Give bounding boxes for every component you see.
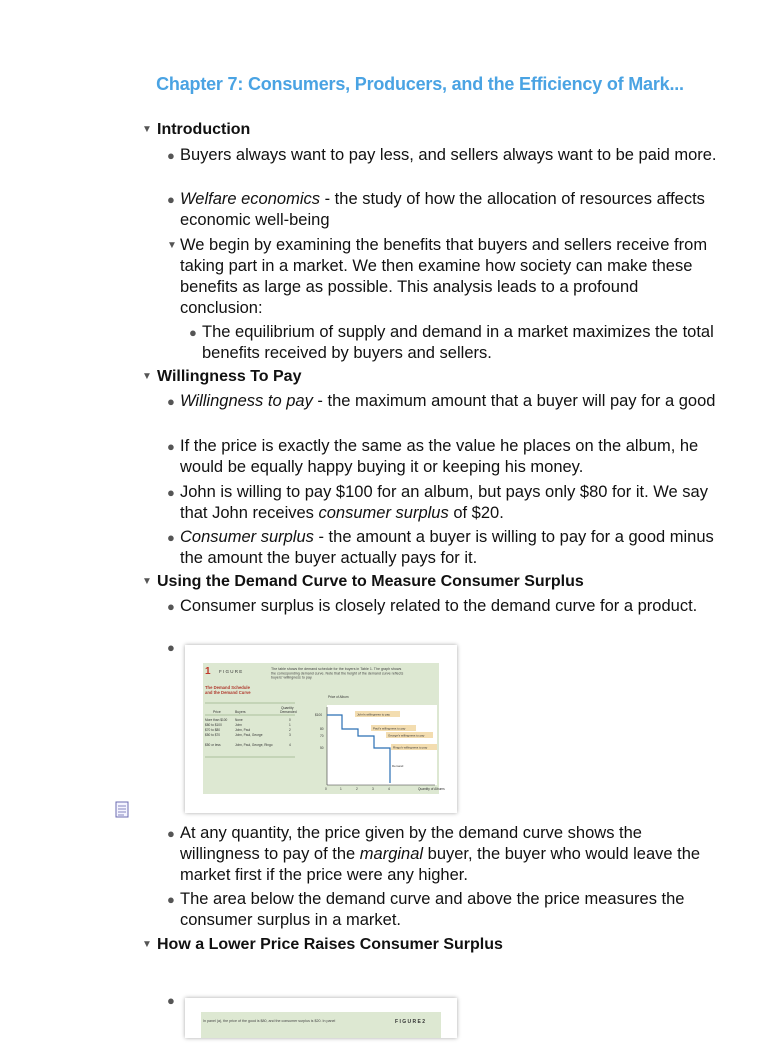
bullet-icon: ● [167,599,175,614]
table-cell: John, Paul, George [235,733,263,737]
item-text: At any quantity, the price given by the demand curve shows the willingness to pay of the [180,824,642,863]
item-text: The area below the demand curve and above the price measures the consumer surplus in a market. [180,890,685,929]
x-tick: 3 [372,787,374,791]
table-cell: 4 [289,743,291,747]
collapse-triangle-icon[interactable]: ▼ [167,240,177,251]
list-item [167,145,725,166]
figure-caption-line: The table shows the demand schedule for the buyers in Table 1. The graph shows the corresponding demand curve. Note that the height of the demand curve reflects buyers' willingness to pay. [271,667,404,680]
section-title: Willingness To Pay [157,368,302,385]
y-tick: 80 [320,727,324,731]
figure-2-caption: In panel (a), the price of the good is $80, and the consumer surplus is $20. In panel [203,1019,336,1023]
table-cell: $50 to $70 [205,733,221,737]
x-axis-label: Quantity of Albums [418,787,445,791]
list-item [167,189,725,231]
collapse-triangle-icon[interactable]: ▼ [142,939,152,950]
table-header-quantity: Quantity [281,706,294,710]
bullet-icon: ● [189,325,197,340]
item-text: of $20. [448,504,504,522]
x-tick: 1 [340,787,342,791]
y-axis-label: Price of Album [328,695,349,699]
table-cell: 2 [289,728,291,732]
collapse-triangle-icon[interactable]: ▼ [142,124,152,135]
table-cell: More than $100 [205,718,228,722]
bullet-icon: ● [167,394,175,409]
bullet-icon: ● [167,192,175,207]
table-cell: 3 [289,733,291,737]
list-item [167,391,725,412]
annotation: John's willingness to pay [357,712,390,717]
item-text: - the maximum amount that a buyer will pay for a good [312,392,716,410]
table-cell: None [235,718,243,722]
list-item-expandable[interactable] [167,235,725,319]
x-tick: 4 [388,787,390,791]
section-title: How a Lower Price Raises Consumer Surplus [157,936,503,953]
figure-2-graphic [185,998,457,1038]
list-item [189,322,722,364]
collapse-triangle-icon[interactable]: ▼ [142,576,152,587]
note-icon[interactable] [115,801,131,819]
section-demand-curve[interactable] [142,573,584,591]
item-text: - the study of how the allocation of resources affects economic well-being [180,190,705,229]
term: Willingness to pay [180,392,313,410]
x-tick: 0 [325,787,327,791]
item-text: If the price is exactly the same as the value he places on the album, he would be equally happy buying it or keeping his money. [180,437,699,476]
list-item [167,527,725,569]
item-text: We begin by examining the benefits that buyers and sellers receive from taking part in a market. We then examine how society can make these benefits as large as possible. This analysis leads to a profound conclusion: [180,236,708,317]
term: Welfare economics [180,190,321,208]
item-text: John is willing to pay $100 for an album, but pays only $80 for it. We say that John receives [180,483,708,522]
table-header-buyers: Buyers [235,710,246,714]
item-text: Buyers always want to pay less, and sellers always want to be paid more. [180,146,717,164]
y-tick: 70 [320,734,324,738]
x-tick: 2 [356,787,358,791]
list-item [167,823,725,886]
term: marginal [359,845,424,863]
item-text: buyer, the buyer who would leave the market first if the price were any higher. [180,845,701,884]
list-item [167,889,725,931]
figure-1-image[interactable] [185,645,457,813]
list-item [167,596,725,617]
bullet-icon: ● [167,892,175,907]
item-text: The equilibrium of supply and demand in a market maximizes the total benefits received by buyers and sellers. [202,323,714,362]
section-lower-price[interactable] [142,936,503,954]
collapse-triangle-icon[interactable]: ▼ [142,371,152,382]
bullet-icon: ● [167,993,175,1008]
list-item [167,482,725,524]
figure-2-image[interactable] [185,998,457,1038]
bullet-icon: ● [167,826,175,841]
y-tick: 50 [320,746,324,750]
section-willingness-to-pay[interactable] [142,368,301,386]
document-title: Chapter 7: Consumers, Producers, and the Efficiency of Mark... [156,74,684,94]
bullet-icon: ● [167,148,175,163]
list-item [167,436,725,478]
table-cell: 1 [289,723,291,727]
panel-title: The Demand Schedule and the Demand Curve [205,685,251,695]
figure-number: 1 [205,666,211,677]
section-title: Using the Demand Curve to Measure Consumer Surplus [157,573,584,590]
y-tick: $100 [315,713,323,717]
figure-1-graphic [185,645,457,813]
table-header-price: Price [213,710,221,714]
curve-label: Demand [392,764,404,768]
section-introduction[interactable] [142,121,250,139]
bullet-icon: ● [167,439,175,454]
item-text: Consumer surplus is closely related to the demand curve for a product. [180,597,698,615]
section-title: Introduction [157,121,251,138]
bullet-icon: ● [167,530,175,545]
table-cell: $80 to $100 [205,723,222,727]
bullet-icon: ● [167,640,175,655]
table-cell: John, Paul [235,728,251,732]
annotation: Ringo's willingness to pay [393,745,428,750]
table-cell: $70 to $80 [205,728,221,732]
table-cell: John, Paul, George, Ringo [235,743,273,747]
figure-label: F I G U R E [219,669,243,674]
table-cell: $50 or less [205,743,221,747]
term: consumer surplus [318,504,449,522]
table-cell: 0 [289,718,291,722]
table-cell: John [235,723,242,727]
figure-2-label: F I G U R E 2 [395,1019,426,1025]
bullet-icon: ● [167,485,175,500]
annotation: Paul's willingness to pay [373,726,406,731]
annotation: George's willingness to pay [388,733,425,738]
table-header-quantity-2: Demanded [280,710,297,714]
term: Consumer surplus [180,528,314,546]
item-text: - the amount a buyer is willing to pay for a good minus the amount the buyer actually pays for it. [180,528,714,567]
